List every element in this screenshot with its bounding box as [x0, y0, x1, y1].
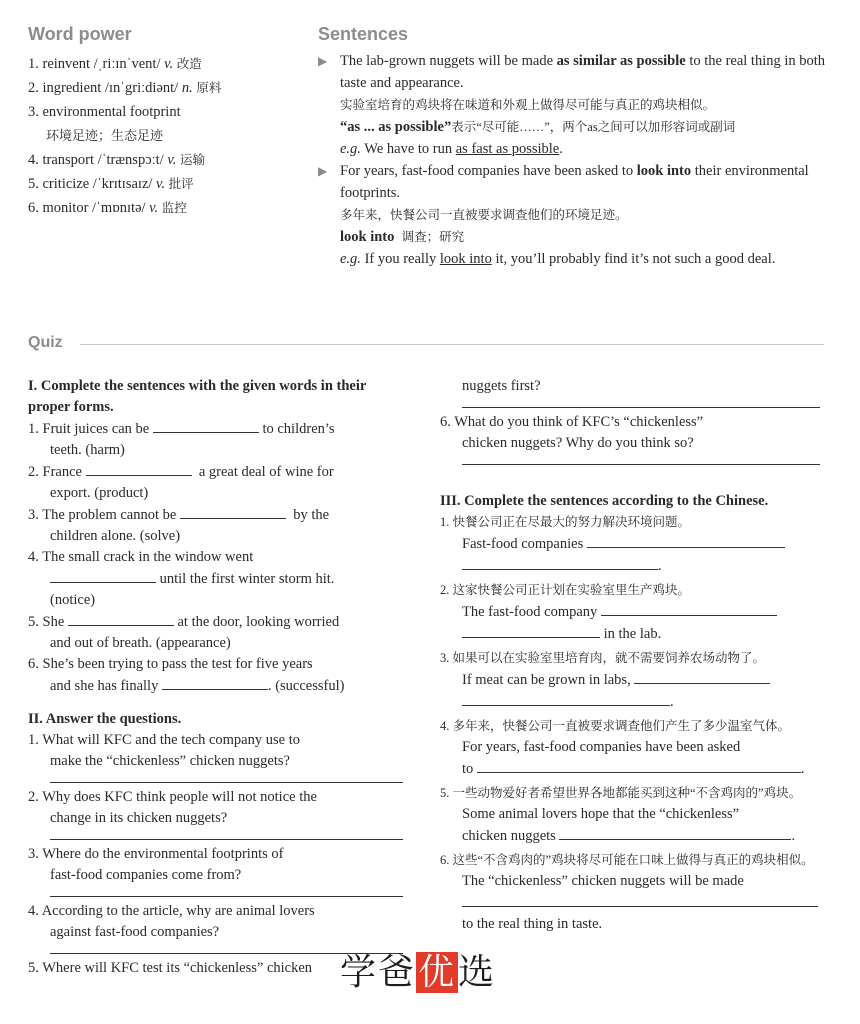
- answer-blank[interactable]: [180, 504, 286, 519]
- part3-item-en: Fast-food companies: [440, 533, 825, 555]
- answer-blank[interactable]: [601, 601, 777, 616]
- sentence-2-translation: 多年来，快餐公司一直被要求调查他们的环境足迹。: [340, 208, 628, 222]
- vocab-item: 4. transport /ˈtrænspɔːt/ v. 运输: [28, 152, 205, 168]
- part3-item: 5. 一些动物爱好者希望世界各地都能买到这种“不含鸡肉的”鸡块。: [440, 786, 802, 800]
- part3-item-en: .: [440, 555, 825, 577]
- vocab-item: 6. monitor /ˈmɒnɪtə/ v. 监控: [28, 200, 187, 216]
- answer-blank[interactable]: [462, 691, 670, 706]
- part2-item: 2. Why does KFC think people will not notice the: [28, 789, 317, 805]
- part1-item-cont: (notice): [50, 592, 96, 608]
- part1-item-cont: teeth. (harm): [50, 442, 125, 458]
- part3-item-en: Some animal lovers hope that the “chickenless”: [462, 806, 740, 822]
- answer-blank[interactable]: [50, 568, 156, 583]
- part3-item-en: chicken nuggets .: [440, 825, 825, 847]
- quiz-left-column: [28, 376, 403, 979]
- word-power-title: Word power: [28, 24, 132, 44]
- part3-item: 3. 如果可以在实验室里培育肉，就不需要饲养农场动物了。: [440, 651, 766, 665]
- vocab-item: 3. environmental footprint: [28, 104, 181, 120]
- part2-item: 5. Where will KFC test its “chickenless” chicken: [28, 960, 313, 976]
- part3-item-en: to .: [440, 758, 825, 780]
- sentences-title: Sentences: [318, 24, 409, 44]
- vocab-item: 2. ingredient /ɪnˈgriːdiənt/ n. 原料: [28, 80, 222, 96]
- part1-item-cont: export. (product): [50, 485, 149, 501]
- sentence-1: ▶ The lab-grown nuggets will be made as similar as possible to the real thing in both taste and appearance.: [318, 50, 828, 94]
- answer-blank[interactable]: [68, 611, 174, 626]
- answer-blank[interactable]: [153, 418, 259, 433]
- part2-item: 6. What do you think of KFC’s “chickenless”: [440, 414, 704, 430]
- part1-item-cont: until the first winter storm hit.: [28, 568, 403, 590]
- answer-blank[interactable]: [462, 892, 818, 907]
- sentence-2: ▶ For years, fast-food companies have been asked to look into their environmental footprints.: [318, 160, 828, 204]
- part2-heading: II. Answer the questions.: [28, 711, 182, 727]
- vocab-list: [28, 52, 221, 220]
- answer-line[interactable]: [50, 829, 403, 840]
- part2-item-cont: change in its chicken nuggets?: [50, 810, 228, 826]
- sentence-2-example: e.g. If you really look into it, you’ll probably find it’s not such a good deal.: [340, 251, 776, 267]
- answer-line[interactable]: [50, 886, 403, 897]
- part3-item-en: to the real thing in taste.: [462, 916, 603, 932]
- answer-line[interactable]: [462, 397, 820, 408]
- sentence-1-translation: 实验室培育的鸡块将在味道和外观上做得尽可能与真正的鸡块相似。: [340, 98, 716, 112]
- watermark-logo: 学爸优选: [340, 952, 497, 993]
- answer-blank[interactable]: [462, 623, 600, 638]
- sentence-1-note: “as ... as possible”表示“尽可能……”，两个as之间可以加形容词或副词: [340, 119, 736, 135]
- part1-item: 1. Fruit juices can be to children’s: [28, 418, 403, 440]
- quiz-right-column: [440, 376, 825, 935]
- part1-item-cont: children alone. (solve): [50, 528, 181, 544]
- part3-item: 2. 这家快餐公司正计划在实验室里生产鸡块。: [440, 583, 691, 597]
- part2-item: 3. Where do the environmental footprints of: [28, 846, 284, 862]
- part1-item: 4. The small crack in the window went: [28, 549, 254, 565]
- answer-blank[interactable]: [462, 555, 658, 570]
- part2-item: 1. What will KFC and the tech company use to: [28, 732, 300, 748]
- part1-heading: I. Complete the sentences with the given words in their proper forms.: [28, 378, 367, 415]
- part3-heading: III. Complete the sentences according to the Chinese.: [440, 493, 769, 509]
- answer-line[interactable]: [50, 772, 403, 783]
- part1-item: 5. She at the door, looking worried: [28, 611, 403, 633]
- part3-item-en: The fast-food company: [440, 601, 825, 623]
- sentence-2-note: look into 调查；研究: [340, 229, 465, 245]
- vocab-item: 1. reinvent /ˌriːɪnˈvent/ v. 改造: [28, 56, 202, 72]
- part2-item: 4. According to the article, why are animal lovers: [28, 903, 315, 919]
- part3-item-en: .: [440, 691, 825, 713]
- part3-item-en: If meat can be grown in labs,: [440, 669, 825, 691]
- part2-item-cont: chicken nuggets? Why do you think so?: [462, 435, 694, 451]
- answer-blank[interactable]: [86, 461, 192, 476]
- part1-item-cont: and she has finally . (successful): [28, 675, 403, 697]
- answer-line[interactable]: [462, 454, 820, 465]
- part3-item-en: The “chickenless” chicken nuggets will be made: [462, 873, 744, 889]
- part2-item-cont: nuggets first?: [462, 378, 541, 394]
- answer-blank[interactable]: [634, 669, 770, 684]
- part3-item-en: [440, 892, 825, 914]
- answer-blank[interactable]: [587, 533, 785, 548]
- part2-item-cont: fast-food companies come from?: [50, 867, 242, 883]
- answer-blank[interactable]: [477, 758, 801, 773]
- part3-item-en: For years, fast-food companies have been asked: [462, 739, 741, 755]
- triangle-bullet-icon: ▶: [318, 54, 328, 68]
- quiz-title: Quiz: [28, 334, 63, 351]
- part1-item: 3. The problem cannot be by the: [28, 504, 403, 526]
- part2-item-cont: make the “chickenless” chicken nuggets?: [50, 753, 290, 769]
- vocab-item: 5. criticize /ˈkrɪtɪsaɪz/ v. 批评: [28, 176, 194, 192]
- part1-item: 6. She’s been trying to pass the test for five years: [28, 656, 313, 672]
- answer-blank[interactable]: [162, 675, 268, 690]
- part3-item-en: in the lab.: [440, 623, 825, 645]
- part3-item: 4. 多年来，快餐公司一直被要求调查他们产生了多少温室气体。: [440, 719, 791, 733]
- triangle-bullet-icon: ▶: [318, 164, 328, 178]
- sentences-block: [318, 50, 828, 270]
- part1-item: 2. France a great deal of wine for: [28, 461, 403, 483]
- part2-item-cont: against fast-food companies?: [50, 924, 220, 940]
- answer-blank[interactable]: [559, 825, 791, 840]
- part1-item-cont: and out of breath. (appearance): [50, 635, 231, 651]
- part3-item: 1. 快餐公司正在尽最大的努力解决环境问题。: [440, 515, 691, 529]
- sentence-1-example: e.g. We have to run as fast as possible.: [340, 141, 563, 157]
- part3-item: 6. 这些“不含鸡肉的”鸡块将尽可能在口味上做得与真正的鸡块相似。: [440, 853, 814, 867]
- divider: [80, 344, 824, 345]
- vocab-translation: 环境足迹；生态足迹: [46, 128, 164, 143]
